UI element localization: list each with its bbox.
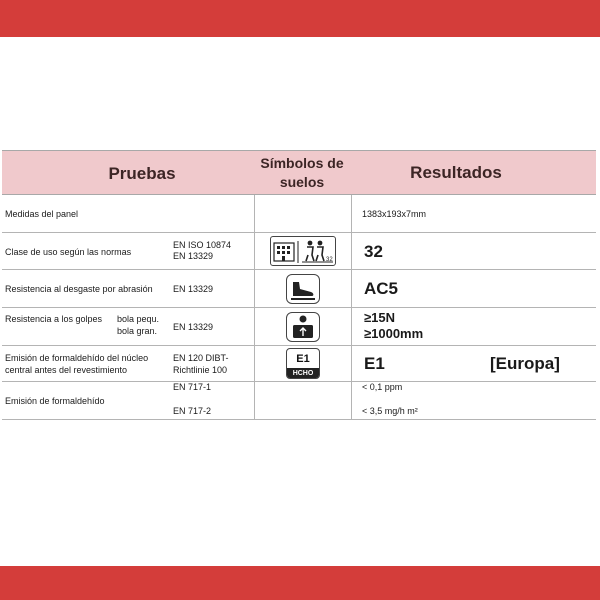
symbol-cell bbox=[254, 233, 352, 269]
row-result: ≥1000mm bbox=[364, 326, 424, 341]
row-test-label: Resistencia a los golpes bbox=[5, 314, 103, 324]
table-row bbox=[2, 233, 596, 270]
row-test-label: Emisión de formaldehído bbox=[5, 396, 105, 406]
top-red-band bbox=[0, 0, 600, 37]
symbol-cell bbox=[254, 270, 352, 307]
row-subtest: bola gran. bbox=[117, 326, 158, 336]
row-result: 32 bbox=[364, 242, 383, 261]
header-resultados: Resultados bbox=[410, 162, 502, 182]
row-test-label: Resistencia al desgaste por abrasión bbox=[5, 284, 153, 294]
header-simbolos: Símbolos de suelos bbox=[260, 154, 344, 190]
symbol-cell bbox=[254, 382, 352, 419]
symbol-cell bbox=[254, 195, 352, 232]
row-norm: EN 13329 bbox=[173, 284, 214, 294]
row-result: E1 bbox=[364, 354, 385, 373]
row-result: 1383x193x7mm bbox=[362, 209, 427, 219]
spec-table bbox=[2, 150, 596, 420]
table-header bbox=[2, 150, 596, 195]
abrasion-shoe-icon bbox=[286, 274, 320, 304]
row-result: < 3,5 mg/h m² bbox=[362, 406, 418, 416]
table-row bbox=[2, 195, 596, 233]
table-row bbox=[2, 382, 596, 420]
hcho-icon-label: HCHO bbox=[287, 368, 319, 378]
usage-class-number: 32 bbox=[326, 257, 333, 263]
row-result: ≥15N bbox=[364, 310, 395, 325]
row-test-label: Clase de uso según las normas bbox=[5, 247, 132, 257]
table-row bbox=[2, 270, 596, 308]
e1-hcho-icon bbox=[286, 348, 320, 379]
bottom-red-band bbox=[0, 566, 600, 600]
row-result-extra: [Europa] bbox=[490, 354, 560, 373]
row-norm: EN 120 DIBT- Richtlinie 100 bbox=[173, 353, 229, 375]
row-result: AC5 bbox=[364, 279, 399, 298]
table-row bbox=[2, 308, 596, 346]
row-test-label: Medidas del panel bbox=[5, 209, 79, 219]
header-pruebas: Pruebas bbox=[108, 163, 176, 183]
row-norm: EN 717-2 bbox=[173, 406, 212, 416]
e1-icon-label: E1 bbox=[296, 352, 310, 365]
row-norm: EN ISO 10874 EN 13329 bbox=[173, 240, 232, 261]
usage-class-icon bbox=[270, 236, 336, 266]
row-norm: EN 717-1 bbox=[173, 382, 212, 392]
impact-ball-icon bbox=[286, 312, 320, 342]
symbol-cell bbox=[254, 308, 352, 345]
row-result: < 0,1 ppm bbox=[362, 382, 403, 392]
row-norm: EN 13329 bbox=[173, 322, 214, 332]
symbol-cell bbox=[254, 346, 352, 381]
row-subtest: bola pequ. bbox=[117, 314, 160, 324]
row-test-label: Emisión de formaldehído del núcleo central antes del revestimiento bbox=[5, 353, 149, 375]
table-row bbox=[2, 346, 596, 382]
